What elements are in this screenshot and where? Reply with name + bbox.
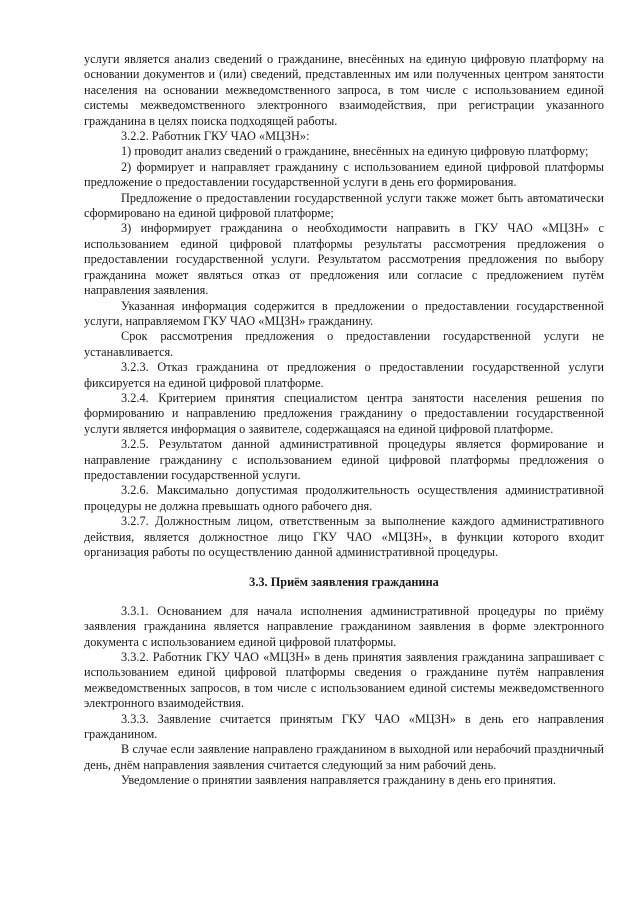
document-page xyxy=(84,52,604,789)
paragraph: услуги является анализ сведений о гражданине, внесённых на единую цифровую платформу на основании документов и (или) сведений, представленных им или полученных центром занятости населения на основании межведомственного запроса, в том числе с использованием единой системы межведомственного электронного взаимодействия, при регистрации указанного гражданина в целях поиска подходящей работы. xyxy=(84,52,604,128)
paragraph: 3) информирует гражданина о необходимости направить в ГКУ ЧАО «МЦЗН» с использованием единой цифровой платформы результаты рассмотрения предложения о предоставлении государственной услуги. Результатом рассмотрения предложения по выбору гражданина может являться отказ от предложения или согласие с предложением путём направления заявления. xyxy=(84,221,604,298)
paragraph: 3.2.4. Критерием принятия специалистом центра занятости населения решения по формированию и направлению предложения гражданину о предоставлении государственной услуги является информация о заявителе, содержащаяся на единой цифровой платформе. xyxy=(84,390,604,436)
paragraph: 2) формирует и направляет гражданину с использованием единой цифровой платформы предложение о предоставлении государственной услуги в день его формирования. xyxy=(84,159,604,190)
paragraph: 3.2.6. Максимально допустимая продолжительность осуществления административной процедуры не должна превышать одного рабочего дня. xyxy=(84,483,604,513)
section-before xyxy=(84,52,604,560)
paragraph: Предложение о предоставлении государственной услуги также может быть автоматически сформировано на единой цифровой платформе; xyxy=(84,190,604,221)
section-after xyxy=(84,604,604,789)
paragraph: В случае если заявление направлено гражданином в выходной или нерабочий праздничный день, днём направления заявления считается следующий за ним рабочий день. xyxy=(84,742,604,772)
paragraph: 3.3.1. Основанием для начала исполнения административной процедуры по приёму заявления гражданина является направление гражданином заявления в форме электронного документа с использованием единой цифровой платформы. xyxy=(84,603,604,649)
paragraph: 1) проводит анализ сведений о гражданине, внесённых на единую цифровую платформу; xyxy=(121,144,589,159)
paragraph: 3.3.3. Заявление считается принятым ГКУ ЧАО «МЦЗН» в день его направления гражданином. xyxy=(84,711,604,742)
paragraph: 3.3.2. Работник ГКУ ЧАО «МЦЗН» в день принятия заявления гражданина запрашивает с использованием единой цифровой платформы сведения о гражданине путём направления межведомственных запросов, в том числе с использованием единой системы межведомственного электронного взаимодействия. xyxy=(84,650,604,711)
paragraph: 3.2.3. Отказ гражданина от предложения о предоставлении государственной услуги фиксируется на единой цифровой платформе. xyxy=(84,360,604,390)
paragraph: 3.2.5. Результатом данной административной процедуры является формирование и направление гражданину с использованием единой цифровой платформы предложения о предоставлении государственной услуги. xyxy=(84,437,604,482)
section-heading: 3.3. Приём заявления гражданина xyxy=(249,575,439,590)
paragraph: 3.2.2. Работник ГКУ ЧАО «МЦЗН»: xyxy=(121,129,310,144)
paragraph: Указанная информация содержится в предложении о предоставлении государственной услуги, направляемом ГКУ ЧАО «МЦЗН» гражданину. xyxy=(84,298,604,328)
paragraph: 3.2.7. Должностным лицом, ответственным за выполнение каждого административного действия, является должностное лицо ГКУ ЧАО «МЦЗН», в функции которого входит организация работы по осуществлению данной административной процедуры. xyxy=(84,514,604,559)
paragraph: Уведомление о принятии заявления направляется гражданину в день его принятия. xyxy=(121,773,557,788)
paragraph: Срок рассмотрения предложения о предоставлении государственной услуги не устанавливается. xyxy=(84,329,604,359)
